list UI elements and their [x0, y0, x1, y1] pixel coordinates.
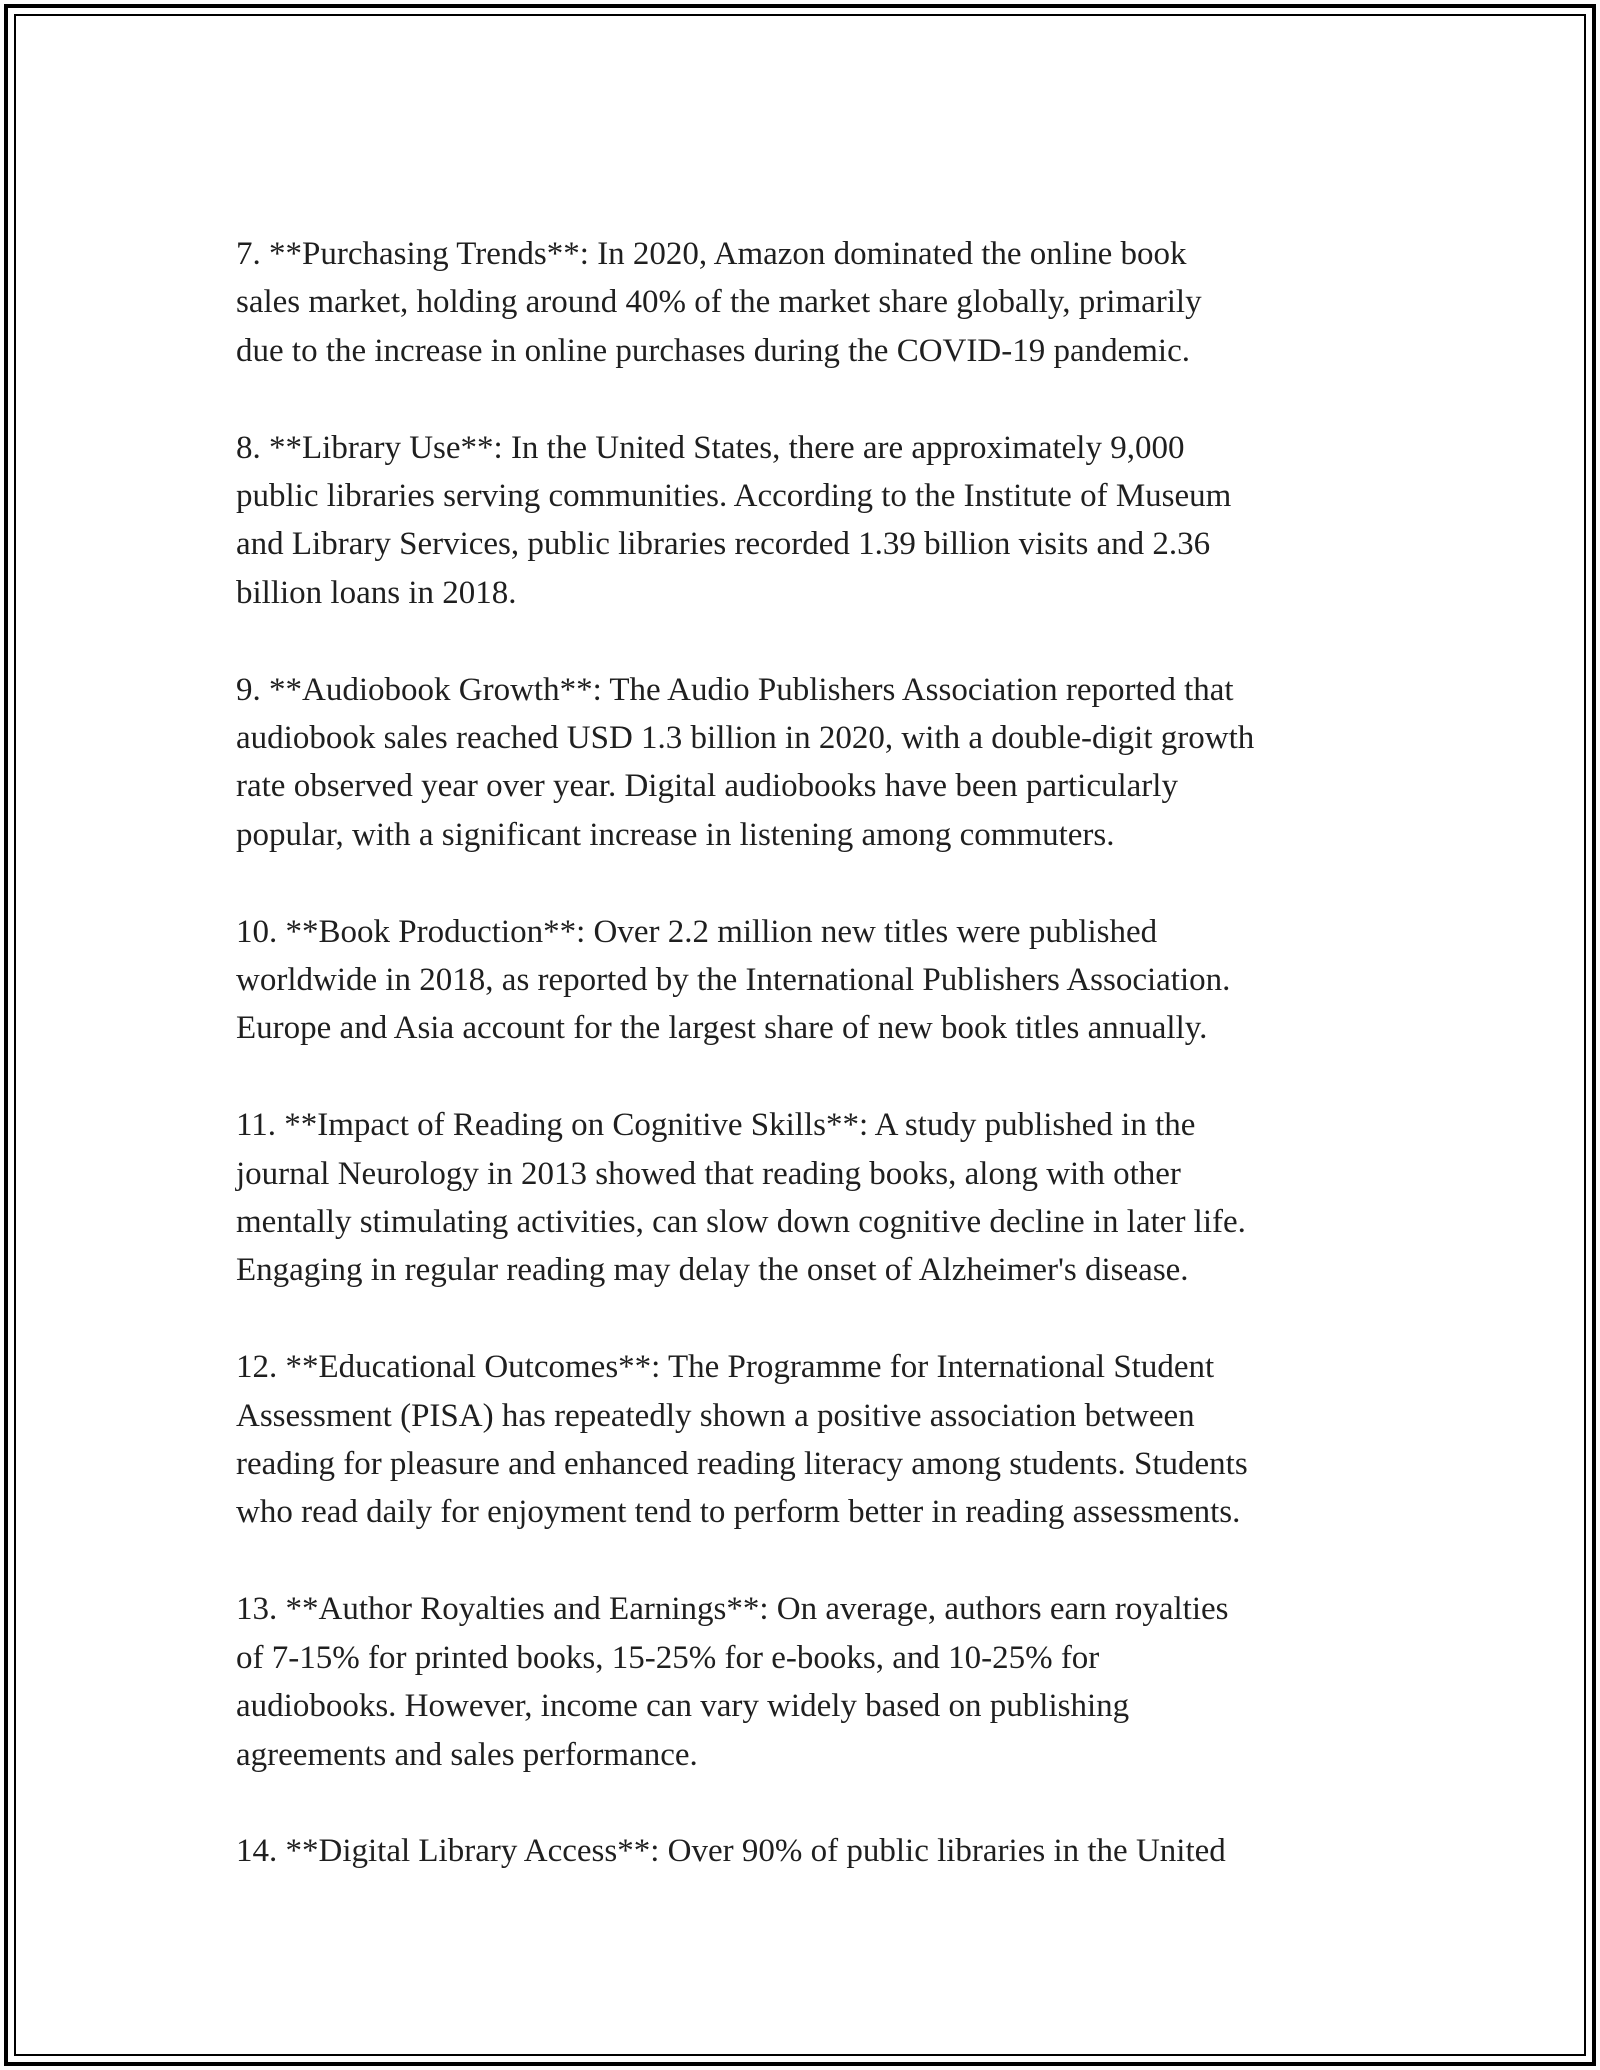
text-line: rate observed year over year. Digital audiobooks have been particularly — [236, 768, 1178, 805]
text-line: mentally stimulating activities, can slow down cognitive decline in later life. — [236, 1204, 1246, 1241]
text-line: public libraries serving communities. According to the Institute of Museum — [236, 478, 1232, 515]
text-line: sales market, holding around 40% of the market share globally, primarily — [236, 284, 1202, 321]
paragraph-digital-library-access — [236, 1827, 1416, 1875]
text-line: 14. **Digital Library Access**: Over 90% of public libraries in the United — [236, 1833, 1226, 1870]
text-line: popular, with a significant increase in listening among commuters. — [236, 816, 1115, 853]
text-line: of 7-15% for printed books, 15-25% for e-books, and 10-25% for — [236, 1639, 1100, 1676]
text-line: 13. **Author Royalties and Earnings**: On average, authors earn royalties — [236, 1591, 1229, 1628]
text-line: billion loans in 2018. — [236, 574, 517, 611]
text-line: 8. **Library Use**: In the United States, there are approximately 9,000 — [236, 429, 1185, 466]
text-line: 10. **Book Production**: Over 2.2 million new titles were published — [236, 913, 1158, 950]
text-line: audiobook sales reached USD 1.3 billion in 2020, with a double-digit growth — [236, 720, 1255, 757]
text-line: Europe and Asia account for the largest share of new book titles annually. — [236, 1010, 1208, 1047]
text-line: journal Neurology in 2013 showed that reading books, along with other — [236, 1155, 1181, 1192]
text-line: due to the increase in online purchases during the COVID-19 pandemic. — [236, 332, 1190, 369]
paragraph-educational-outcomes — [236, 1343, 1416, 1537]
text-line: worldwide in 2018, as reported by the International Publishers Association. — [236, 962, 1231, 999]
paragraph-audiobook-growth — [236, 666, 1416, 860]
paragraph-purchasing-trends — [236, 230, 1416, 375]
text-line: agreements and sales performance. — [236, 1736, 698, 1773]
text-line: audiobooks. However, income can vary widely based on publishing — [236, 1688, 1130, 1725]
paragraph-library-use — [236, 424, 1416, 618]
text-line: 9. **Audiobook Growth**: The Audio Publishers Association reported that — [236, 671, 1234, 708]
text-line: who read daily for enjoyment tend to perform better in reading assessments. — [236, 1494, 1241, 1531]
paragraph-author-royalties — [236, 1585, 1416, 1779]
text-line: 11. **Impact of Reading on Cognitive Skills**: A study published in the — [236, 1107, 1196, 1144]
paragraph-cognitive-skills — [236, 1101, 1416, 1295]
text-line: reading for pleasure and enhanced reading literacy among students. Students — [236, 1446, 1248, 1483]
text-line: 7. **Purchasing Trends**: In 2020, Amazon dominated the online book — [236, 236, 1187, 272]
text-line: Engaging in regular reading may delay the onset of Alzheimer's disease. — [236, 1252, 1189, 1289]
text-line: and Library Services, public libraries recorded 1.39 billion visits and 2.36 — [236, 526, 1211, 563]
text-line: Assessment (PISA) has repeatedly shown a positive association between — [236, 1397, 1195, 1434]
text-line: 12. **Educational Outcomes**: The Programme for International Student — [236, 1349, 1215, 1386]
document-body — [236, 230, 1416, 1876]
paragraph-book-production — [236, 908, 1416, 1053]
